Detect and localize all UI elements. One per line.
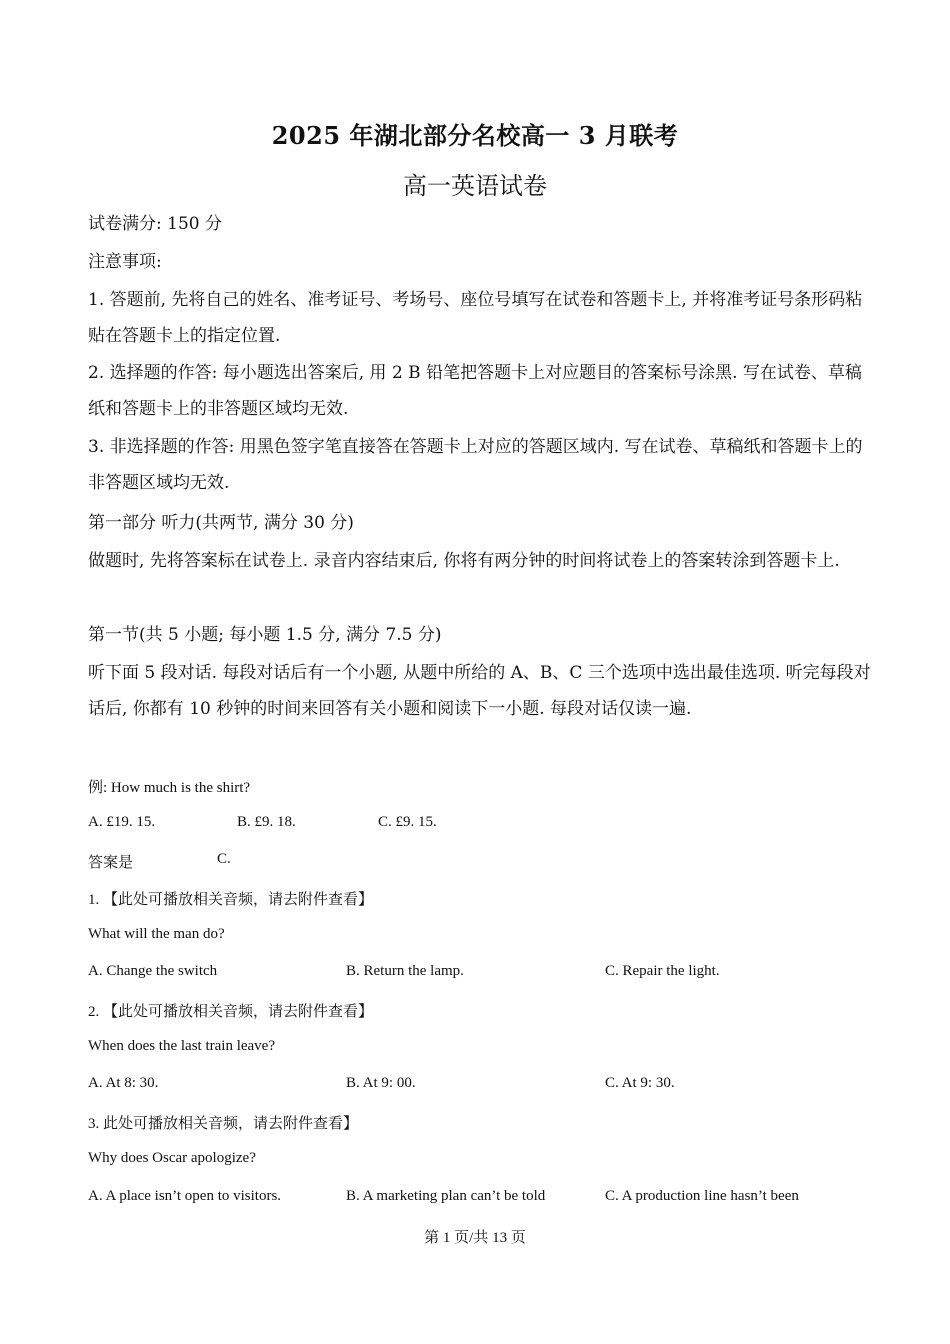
page-title: 2025 年湖北部分名校高一 3 月联考 <box>271 121 679 150</box>
example-option-b: B. £9. 18. <box>237 814 296 830</box>
q3-question: Why does Oscar apologize? <box>88 1150 256 1166</box>
q3-option-c: C. A production line hasn’t been <box>605 1188 799 1204</box>
page-subtitle: 高一英语试卷 <box>403 172 547 200</box>
example-answer-label: 答案是 <box>88 855 134 871</box>
notice-item-1: 1. 答题前, 先将自己的姓名、准考证号、考场号、座位号填写在试卷和答题卡上, 并将准考证号条形码粘贴在答题卡上的指定位置. <box>88 290 863 346</box>
part1-heading: 第一部分 听力(共两节, 满分 30 分) <box>88 513 354 533</box>
q1-question: What will the man do? <box>88 926 225 942</box>
q2-option-c: C. At 9: 30. <box>605 1075 675 1091</box>
example-question: 例: How much is the shirt? <box>88 780 251 796</box>
part1-instruction: 做题时, 先将答案标在试卷上. 录音内容结束后, 你将有两分钟的时间将试卷上的答案转涂到答题卡上. <box>88 551 840 571</box>
notice-item-3: 3. 非选择题的作答: 用黑色签字笔直接答在答题卡上对应的答题区域内. 写在试卷、草稿纸和答题卡上的非答题区域均无效. <box>88 437 863 493</box>
q1-option-b: B. Return the lamp. <box>346 963 464 979</box>
q2-question: When does the last train leave? <box>88 1038 276 1054</box>
example-answer-value: C. <box>217 851 231 867</box>
example-option-a: A. £19. 15. <box>88 814 156 830</box>
q3-option-a: A. A place isn’t open to visitors. <box>88 1188 282 1204</box>
section1-heading: 第一节(共 5 小题; 每小题 1.5 分, 满分 7.5 分) <box>88 625 442 645</box>
full-score: 试卷满分: 150 分 <box>88 214 222 234</box>
example-option-c: C. £9. 15. <box>378 814 437 830</box>
notice-item-2: 2. 选择题的作答: 每小题选出答案后, 用 2 B 铅笔把答题卡上对应题目的答案标号涂黑. 写在试卷、草稿纸和答题卡上的非答题区域均无效. <box>88 363 862 419</box>
q1-option-a: A. Change the switch <box>88 963 218 979</box>
q2-option-a: A. At 8: 30. <box>88 1075 159 1091</box>
section1-instruction: 听下面 5 段对话. 每段对话后有一个小题, 从题中所给的 A、B、C 三个选项中选出最佳选项. 听完每段对话后, 你都有 10 秒钟的时间来回答有关小题和阅读下一小题. 每段对话仅读一遍. <box>88 663 871 719</box>
page-footer: 第 1 页/共 13 页 <box>424 1230 526 1246</box>
q3-option-b: B. A marketing plan can’t be told <box>346 1188 546 1204</box>
q2-audio-note: 2. 【此处可播放相关音频，请去附件查看】 <box>88 1004 374 1020</box>
q1-audio-note: 1. 【此处可播放相关音频，请去附件查看】 <box>88 892 374 908</box>
q2-option-b: B. At 9: 00. <box>346 1075 416 1091</box>
notice-heading: 注意事项: <box>88 252 162 272</box>
q3-audio-note: 3. 此处可播放相关音频，请去附件查看】 <box>88 1116 359 1132</box>
q1-option-c: C. Repair the light. <box>605 963 720 979</box>
